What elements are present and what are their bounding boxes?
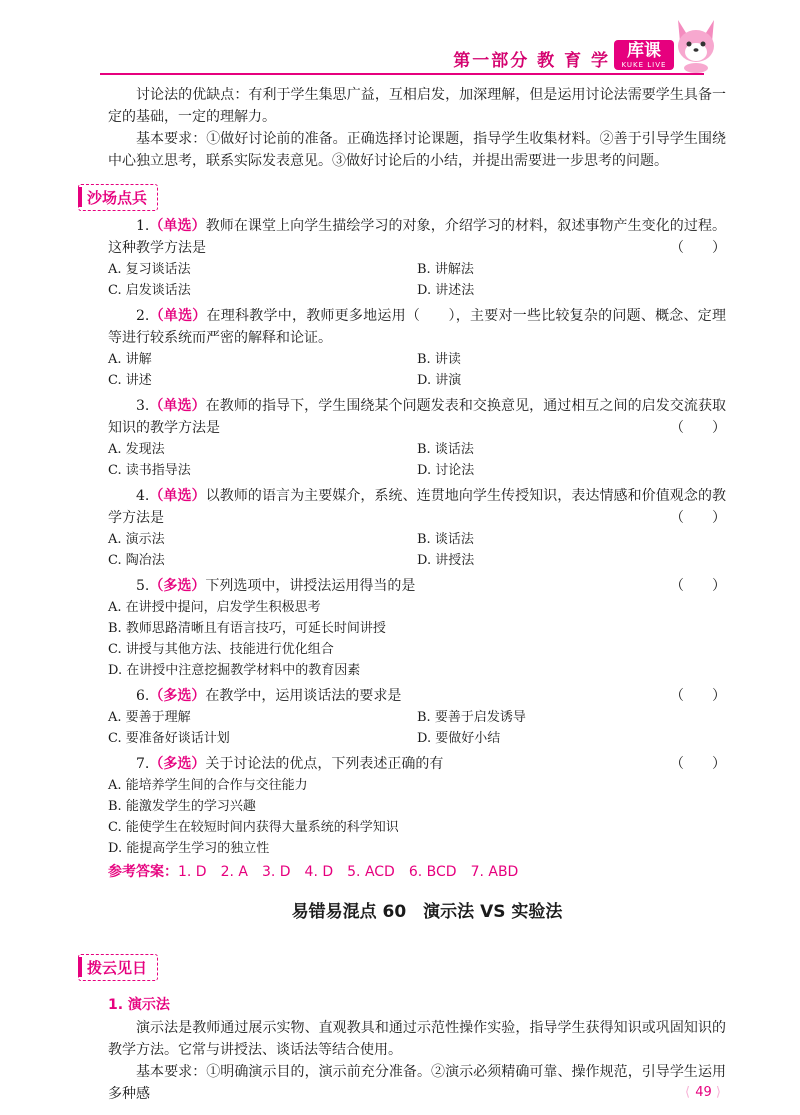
option-list bbox=[108, 775, 726, 859]
option-list bbox=[108, 529, 726, 571]
page-number-decoration-icon: ⟩ bbox=[715, 1085, 722, 1100]
option-item: B. 谈话法 bbox=[417, 442, 474, 457]
question-text: 下列选项中，讲授法运用得当的是 bbox=[205, 578, 416, 594]
option-list bbox=[108, 439, 726, 481]
question-type-badge: （单选） bbox=[149, 308, 207, 324]
page-number-text: 49 bbox=[695, 1085, 712, 1100]
option-item: C. 启发谈话法 bbox=[108, 283, 191, 298]
page-number bbox=[685, 1085, 722, 1100]
option-item: B. 谈话法 bbox=[417, 532, 474, 547]
option-item: C. 陶冶法 bbox=[108, 553, 165, 568]
answer-blank: （ ） bbox=[670, 510, 726, 526]
question-text: 以教师的语言为主要媒介，系统、连贯地向学生传授知识，表达情感和价值观念的教学方法是 bbox=[108, 488, 727, 526]
question-item bbox=[108, 395, 726, 481]
question-stem bbox=[108, 575, 726, 597]
answer-blank: （ ） bbox=[670, 240, 726, 256]
question-item bbox=[108, 753, 726, 859]
option-list bbox=[108, 259, 726, 301]
option-item: D. 在讲授中注意挖掘教学材料中的教育因素 bbox=[108, 663, 361, 678]
option-item: A. 讲解 bbox=[108, 352, 152, 367]
question-number: 6. bbox=[136, 688, 150, 704]
answer-blank: （ ） bbox=[670, 420, 726, 436]
option-item: B. 教师思路清晰且有语言技巧，可延长时间讲授 bbox=[108, 621, 386, 636]
answer-key bbox=[108, 861, 726, 883]
question-item bbox=[108, 485, 726, 571]
logo-text: 库课 bbox=[627, 41, 661, 61]
answer-text: 1. D 2. A 3. D 4. D 5. ACD 6. BCD 7. ABD bbox=[178, 864, 519, 880]
page-number-decoration-icon: ⟨ bbox=[685, 1085, 692, 1100]
option-item: D. 要做好小结 bbox=[417, 731, 501, 746]
question-list bbox=[108, 215, 726, 859]
page-content bbox=[87, 84, 727, 1105]
question-type-badge: （多选） bbox=[149, 688, 206, 704]
question-type-badge: （单选） bbox=[149, 488, 206, 504]
option-item: A. 要善于理解 bbox=[108, 710, 191, 725]
option-item: B. 讲读 bbox=[417, 352, 461, 367]
option-item: D. 讲授法 bbox=[417, 553, 475, 568]
question-stem bbox=[108, 485, 726, 529]
question-text: 在教学中，运用谈话法的要求是 bbox=[205, 688, 402, 704]
option-item: A. 在讲授中提问，启发学生积极思考 bbox=[108, 600, 321, 615]
question-number: 7. bbox=[136, 756, 150, 772]
practice-section-tag: 沙场点兵 bbox=[78, 184, 158, 211]
option-item: C. 能使学生在较短时间内获得大量系统的科学知识 bbox=[108, 820, 399, 835]
demo-paragraph-2: 基本要求：①明确演示目的，演示前充分准备。②演示必须精确可靠、操作规范，引导学生运用多种感 bbox=[108, 1064, 726, 1102]
question-text: 教师在课堂上向学生描绘学习的对象，介绍学习的材料，叙述事物产生变化的过程。这种教学方法是 bbox=[108, 218, 727, 256]
intro-paragraph-2: 基本要求：①做好讨论前的准备。正确选择讨论课题，指导学生收集材料。②善于引导学生围绕中心独立思考，联系实际发表意见。③做好讨论后的小结，并提出需要进一步思考的问题。 bbox=[108, 131, 726, 169]
answer-blank: （ ） bbox=[670, 578, 726, 594]
logo-subtext: KUKE LIVE bbox=[621, 61, 667, 69]
option-item: D. 讲述法 bbox=[417, 283, 475, 298]
option-list bbox=[108, 349, 726, 391]
answer-blank: （ ） bbox=[670, 756, 726, 772]
option-item: D. 讲演 bbox=[417, 373, 462, 388]
option-item: A. 发现法 bbox=[108, 442, 165, 457]
question-number: 2. bbox=[136, 308, 150, 324]
option-list bbox=[108, 597, 726, 681]
question-text: 在教师的指导下，学生围绕某个问题发表和交换意见，通过相互之间的启发交流获取知识的教学方法是 bbox=[108, 398, 727, 436]
header-rule bbox=[100, 73, 704, 75]
question-item bbox=[108, 305, 726, 391]
option-item: C. 讲述 bbox=[108, 373, 152, 388]
option-item: D. 能提高学生学习的独立性 bbox=[108, 841, 270, 856]
option-item: A. 复习谈话法 bbox=[108, 262, 191, 277]
option-item: B. 能激发学生的学习兴趣 bbox=[108, 799, 256, 814]
topic-title: 易错易混点 60 演示法 VS 实验法 bbox=[291, 902, 563, 922]
option-item: A. 能培养学生间的合作与交往能力 bbox=[108, 778, 308, 793]
option-item: C. 要准备好谈话计划 bbox=[108, 731, 230, 746]
brand-logo bbox=[614, 40, 674, 70]
question-type-badge: （多选） bbox=[149, 756, 206, 772]
fox-mascot-icon bbox=[672, 12, 720, 74]
question-type-badge: （单选） bbox=[149, 218, 206, 234]
question-number: 5. bbox=[136, 578, 150, 594]
question-text: 在理科教学中，教师更多地运用（ ），主要对一些比较复杂的问题、概念、定理等进行较系统而严密的解释和论证。 bbox=[108, 308, 727, 346]
insight-section-tag: 拨云见日 bbox=[78, 954, 158, 981]
header-title: 第一部分 教 育 学 bbox=[453, 51, 610, 71]
demo-paragraph-1: 演示法是教师通过展示实物、直观教具和通过示范性操作实验，指导学生获得知识或巩固知识的教学方法。它常与讲授法、谈话法等结合使用。 bbox=[108, 1020, 726, 1058]
option-item: D. 讨论法 bbox=[417, 463, 475, 478]
page-header bbox=[0, 0, 800, 80]
question-item bbox=[108, 685, 726, 749]
option-item: A. 演示法 bbox=[108, 532, 165, 547]
question-type-badge: （单选） bbox=[149, 398, 206, 414]
demo-heading: 1. 演示法 bbox=[108, 997, 170, 1013]
question-number: 3. bbox=[136, 398, 150, 414]
answer-blank: （ ） bbox=[670, 688, 726, 704]
question-item bbox=[108, 575, 726, 681]
question-number: 4. bbox=[136, 488, 150, 504]
question-stem bbox=[108, 305, 726, 349]
option-item: C. 讲授与其他方法、技能进行优化组合 bbox=[108, 642, 334, 657]
question-stem bbox=[108, 395, 726, 439]
option-item: B. 要善于启发诱导 bbox=[417, 710, 526, 725]
answer-label: 参考答案： bbox=[108, 864, 178, 880]
question-number: 1. bbox=[136, 218, 150, 234]
option-item: C. 读书指导法 bbox=[108, 463, 191, 478]
question-type-badge: （多选） bbox=[149, 578, 206, 594]
question-stem bbox=[108, 753, 726, 775]
question-stem bbox=[108, 685, 726, 707]
option-item: B. 讲解法 bbox=[417, 262, 474, 277]
option-list bbox=[108, 707, 726, 749]
question-item bbox=[108, 215, 726, 301]
question-text: 关于讨论法的优点，下列表述正确的有 bbox=[205, 756, 444, 772]
question-stem bbox=[108, 215, 726, 259]
intro-paragraph-1: 讨论法的优缺点：有利于学生集思广益，互相启发，加深理解，但是运用讨论法需要学生具备一定的基础，一定的理解力。 bbox=[108, 87, 726, 125]
